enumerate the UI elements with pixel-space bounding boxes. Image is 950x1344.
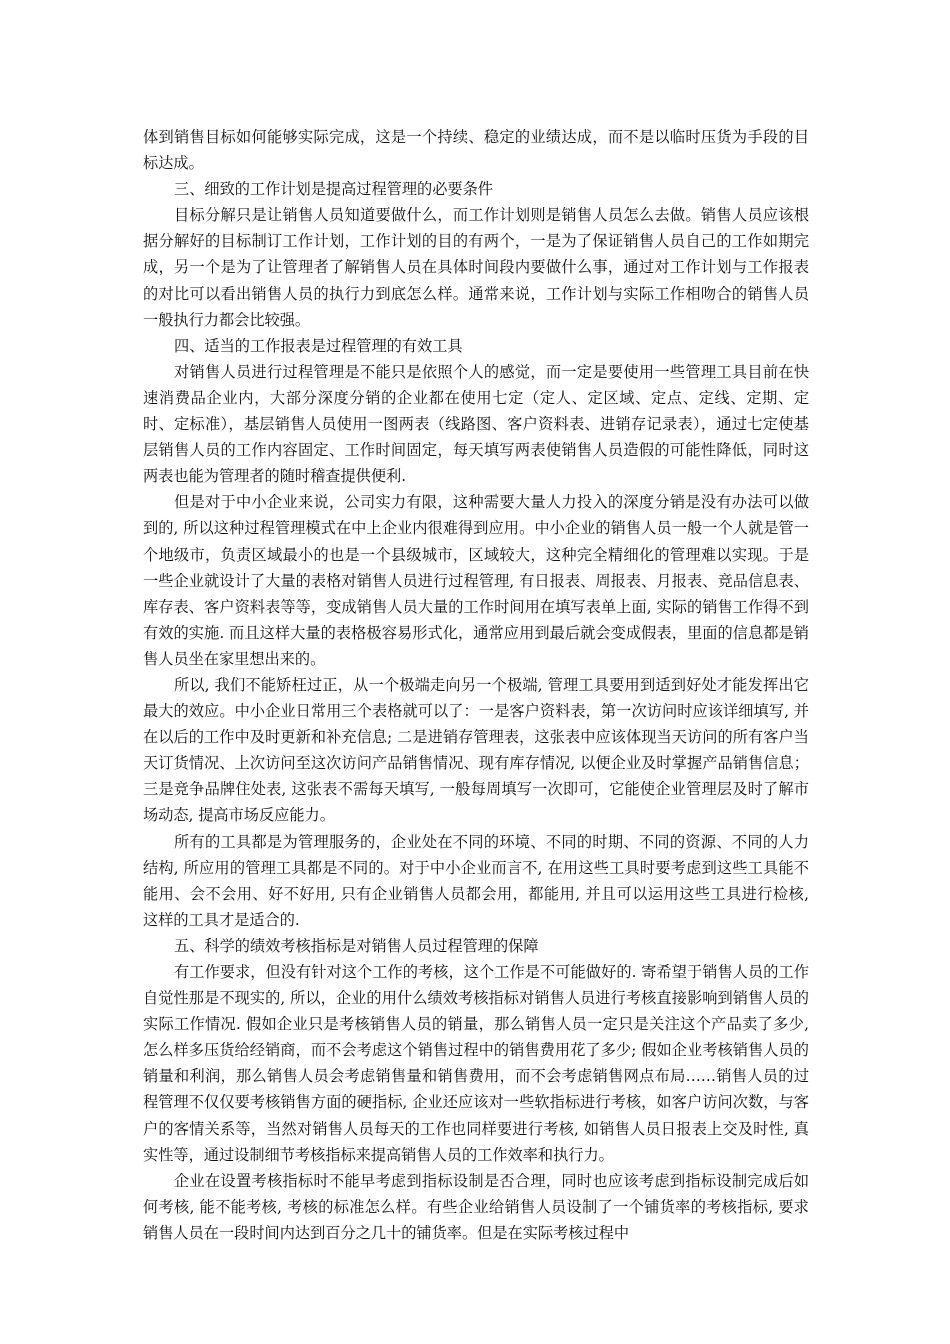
paragraph-three-tables: 所以, 我们不能矫枉过正，从一个极端走向另一个极端, 管理工具要用到适到好处才能发挥出它最大的效应。中小企业日常用三个表格就可以了：一是客户资料表，第一次访问时应该详细填写, 并在以后的工作中及时更新和补充信息; 二是进销存管理表，这张表中应该体现当天访问的所有客户当天订货情况、上次访问至这次访问产品销售情况、现有库存情况, 以便企业及时掌握产品销售信息；三是竞争品牌住处表, 这张表不需每天填写, 一般每周填写一次即可，它能使企业管理层及时了解市场动态, 提高市场反应能力。 <box>143 675 809 825</box>
section-heading-3: 三、细致的工作计划是提高过程管理的必要条件 <box>174 180 493 199</box>
section-heading-4: 四、适当的工作报表是过程管理的有效工具 <box>174 336 463 355</box>
paragraph-management-tools: 对销售人员进行过程管理是不能只是依照个人的感觉，而一定是要使用一些管理工具目前在快速消费品企业内，大部分深度分销的企业都在使用七定（定人、定区域、定点、定线、定期、定时、定标准），基层销售人员使用一图两表（线路图、客户资料表、进销存记录表），通过七定使基层销售人员的工作内容固定、工作时间固定，每天填写两表使销售人员造假的可能性降低，同时这两表也能为管理者的随时稽查提供便利. <box>143 362 809 486</box>
paragraph-tools-service: 所有的工具都是为管理服务的，企业处在不同的环境、不同的时期、不同的资源、不同的人力结构, 所应用的管理工具都是不同的。对于中小企业而言不, 在用这些工具时要考虑到这些工具能不能用、会不会用、好不好用, 只有企业销售人员都会用，都能用, 并且可以运用这些工具进行检核, 这样的工具才是适合的. <box>143 832 809 929</box>
paragraph-indicator-setting: 企业在设置考核指标时不能早考虑到指标设制是否合理，同时也应该考虑到指标设制完成后如何考核, 能不能考核, 考核的标准怎么样。有些企业给销售人员设制了一个铺货率的考核指标, 要求销售人员在一段时间内达到百分之几十的铺货率。但是在实际考核过程中 <box>143 1171 809 1242</box>
paragraph-work-plan: 目标分解只是让销售人员知道要做什么，而工作计划则是销售人员怎么去做。销售人员应该根据分解好的目标制订工作计划，工作计划的目的有两个，一是为了保证销售人员自己的工作如期完成，另一个是为了让管理者了解销售人员在具体时间段内要做什么事，通过对工作计划与工作报表的对比可以看出销售人员的执行力到底怎么样。通常来说，工作计划与实际工作相吻合的销售人员一般执行力都会比较强。 <box>143 206 809 329</box>
section-heading-5: 五、科学的绩效考核指标是对销售人员过程管理的保障 <box>174 936 539 955</box>
paragraph-continuation: 体到销售目标如何能够实际完成，这是一个持续、稳定的业绩达成，而不是以临时压货为手段的目标达成。 <box>143 128 809 173</box>
document-body <box>143 124 809 1246</box>
paragraph-small-business: 但是对于中小企业来说，公司实力有限，这种需要大量人力投入的深度分销是没有办法可以做到的, 所以这种过程管理模式在中上企业内很难得到应用。中小企业的销售人员一般一个人就是管一个地级市，负责区域最小的也是一个县级城市，区域较大，这种完全精细化的管理难以实现。于是一些企业就设计了大量的表格对销售人员进行过程管理, 有日报表、周报表、月报表、竞品信息表、库存表、客户资料表等等，变成销售人员大量的工作时间用在填写表单上面, 实际的销售工作得不到有效的实施. 而且这样大量的表格极容易形式化，通常应用到最后就会变成假表，里面的信息都是销售人员坐在家里想出来的。 <box>143 493 809 668</box>
paragraph-performance-assessment: 有工作要求，但没有针对这个工作的考核，这个工作是不可能做好的. 寄希望于销售人员的工作自觉性那是不现实的, 所以，企业的用什么绩效考核指标对销售人员进行考核直接影响到销售人员的实际工作情况. 假如企业只是考核销售人员的销量，那么销售人员一定只是关注这个产品卖了多少, 怎么样多压货给经销商，而不会考虑这个销售过程中的销售费用花了多少; 假如企业考核销售人员的销量和利润，那么销售人员会考虑销售量和销售费用，而不会考虑销售网点布局……销售人员的过程管理不仅仅要考核销售方面的硬指标, 企业还应该对一些软指标进行考核，如客户访问次数，与客户的客情关系等，当然对销售人员每天的工作也同样要进行考核, 如销售人员日报表上交及时性, 真实性等，通过设制细节考核指标来提高销售人员的工作效率和执行力。 <box>143 963 809 1164</box>
